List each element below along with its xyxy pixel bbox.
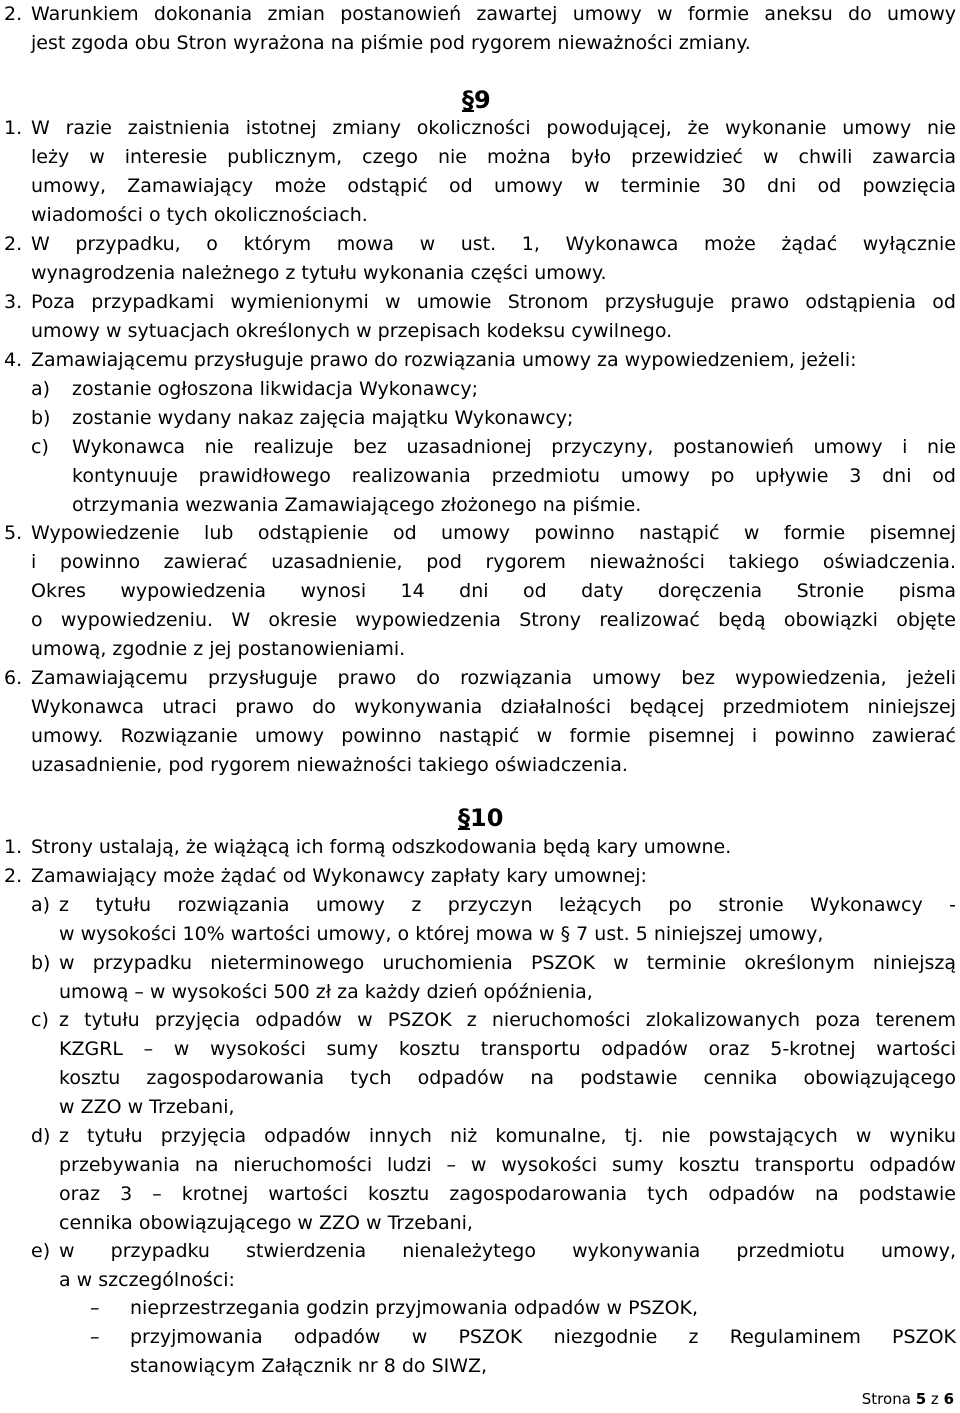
item-number: 1. bbox=[4, 836, 23, 858]
dash-bullet: – bbox=[90, 1326, 100, 1348]
paragraph-line: kosztu zagospodarowania tych odpadów na podstawie cennika obowiązującego bbox=[59, 1067, 956, 1089]
paragraph-line: stanowiącym Załącznik nr 8 do SIWZ, bbox=[130, 1355, 488, 1377]
footer-strona: Strona bbox=[861, 1390, 911, 1408]
paragraph-line: Zamawiającemu przysługuje prawo do rozwiązania umowy za wypowiedzeniem, jeżeli: bbox=[31, 349, 857, 371]
item-number: 6. bbox=[4, 667, 23, 689]
paragraph-line: Okres wypowiedzenia wynosi 14 dni od daty doręczenia Stronie pisma bbox=[31, 580, 956, 602]
section-heading-9 bbox=[462, 85, 491, 115]
section-number: 10 bbox=[470, 804, 504, 832]
sub-item-label: a) bbox=[31, 894, 51, 916]
paragraph-line: cennika obowiązującego w ZZO w Trzebani, bbox=[59, 1212, 473, 1234]
paragraph-line: wiadomości o tych okolicznościach. bbox=[31, 204, 368, 226]
footer-total-pages: 6 bbox=[943, 1390, 954, 1408]
paragraph-line: Wykonawca utraci prawo do wykonywania działalności będącej przedmiotem niniejszej bbox=[31, 696, 956, 718]
paragraph-line: wynagrodzenia należnego z tytułu wykonania części umowy. bbox=[31, 262, 607, 284]
paragraph-line: uzasadnienie, pod rygorem nieważności takiego oświadczenia. bbox=[31, 754, 628, 776]
paragraph-line: Zamawiający może żądać od Wykonawcy zapłaty kary umownej: bbox=[31, 865, 647, 887]
paragraph-line: Strony ustalają, że wiążącą ich formą odszkodowania będą kary umowne. bbox=[31, 836, 732, 858]
item-number: 3. bbox=[4, 291, 23, 313]
section-number: 9 bbox=[474, 86, 491, 114]
paragraph-line: umową – w wysokości 500 zł za każdy dzień opóźnienia, bbox=[59, 981, 593, 1003]
paragraph-line: jest zgoda obu Stron wyrażona na piśmie pod rygorem nieważności zmiany. bbox=[31, 32, 751, 54]
paragraph-line: z tytułu przyjęcia odpadów w PSZOK z nieruchomości zlokalizowanych poza terenem bbox=[59, 1009, 956, 1031]
paragraph-line: umowy. Rozwiązanie umowy powinno nastąpić w formie pisemnej i powinno zawierać bbox=[31, 725, 956, 747]
paragraph-line: nieprzestrzegania godzin przyjmowania odpadów w PSZOK, bbox=[130, 1297, 699, 1319]
sub-item-label: b) bbox=[31, 407, 51, 429]
item-number: 2. bbox=[4, 865, 23, 887]
paragraph-line: oraz 3 – krotnej wartości kosztu zagospodarowania tych odpadów na podstawie bbox=[59, 1183, 956, 1205]
paragraph-line: w ZZO w Trzebani, bbox=[59, 1096, 235, 1118]
item-number: 4. bbox=[4, 349, 23, 371]
paragraph-line: Warunkiem dokonania zmian postanowień zawartej umowy w formie aneksu do umowy bbox=[31, 3, 956, 25]
footer-z: z bbox=[930, 1390, 939, 1408]
paragraph-line: KZGRL – w wysokości sumy kosztu transportu odpadów oraz 5-krotnej wartości bbox=[59, 1038, 956, 1060]
page-footer bbox=[862, 1389, 954, 1409]
sub-item-label: e) bbox=[31, 1240, 51, 1262]
footer-page-number: 5 bbox=[915, 1390, 927, 1408]
item-number: 5. bbox=[4, 522, 23, 544]
sub-item-label: c) bbox=[31, 1009, 49, 1031]
paragraph-line: z tytułu przyjęcia odpadów innych niż komunalne, tj. nie powstających w wyniku bbox=[59, 1125, 956, 1147]
paragraph-line: i powinno zawierać uzasadnienie, pod rygorem nieważności takiego oświadczenia. bbox=[31, 551, 956, 573]
paragraph-line: umowy, Zamawiający może odstąpić od umowy w terminie 30 dni od powzięcia bbox=[31, 175, 956, 197]
paragraph-line: kontynuuje prawidłowego realizowania przedmiotu umowy po upływie 3 dni od bbox=[72, 465, 956, 487]
paragraph-symbol: § bbox=[458, 804, 470, 832]
paragraph-symbol: § bbox=[462, 86, 474, 114]
paragraph-line: Zamawiającemu przysługuje prawo do rozwiązania umowy bez wypowiedzenia, jeżeli bbox=[31, 667, 956, 689]
sub-item-label: c) bbox=[31, 436, 49, 458]
paragraph-line: w wysokości 10% wartości umowy, o której mowa w § 7 ust. 5 niniejszej umowy, bbox=[59, 923, 824, 945]
paragraph-line: zostanie wydany nakaz zajęcia majątku Wykonawcy; bbox=[72, 407, 574, 429]
paragraph-line: leży w interesie publicznym, czego nie można było przewidzieć w chwili zawarcia bbox=[31, 146, 956, 168]
sub-item-label: a) bbox=[31, 378, 51, 400]
paragraph-line: zostanie ogłoszona likwidacja Wykonawcy; bbox=[72, 378, 479, 400]
item-number: 2. bbox=[4, 233, 23, 255]
item-number: 1. bbox=[4, 117, 23, 139]
sub-item-label: b) bbox=[31, 952, 51, 974]
paragraph-line: umową, zgodnie z jej postanowieniami. bbox=[31, 638, 406, 660]
dash-bullet: – bbox=[90, 1297, 100, 1319]
paragraph-line: z tytułu rozwiązania umowy z przyczyn leżących po stronie Wykonawcy - bbox=[59, 894, 956, 916]
paragraph-line: a w szczególności: bbox=[59, 1269, 235, 1291]
paragraph-line: Wypowiedzenie lub odstąpienie od umowy powinno nastąpić w formie pisemnej bbox=[31, 522, 956, 544]
paragraph-line: Poza przypadkami wymienionymi w umowie Stronom przysługuje prawo odstąpienia od bbox=[31, 291, 956, 313]
paragraph-line: przebywania na nieruchomości ludzi – w wysokości sumy kosztu transportu odpadów bbox=[59, 1154, 956, 1176]
paragraph-line: umowy w sytuacjach określonych w przepisach kodeksu cywilnego. bbox=[31, 320, 673, 342]
item-number: 2. bbox=[4, 3, 23, 25]
paragraph-line: Wykonawca nie realizuje bez uzasadnionej przyczyny, postanowień umowy i nie bbox=[72, 436, 956, 458]
paragraph-line: W razie zaistnienia istotnej zmiany okoliczności powodującej, że wykonanie umowy nie bbox=[31, 117, 956, 139]
paragraph-line: w przypadku stwierdzenia nienależytego wykonywania przedmiotu umowy, bbox=[59, 1240, 956, 1262]
paragraph-line: przyjmowania odpadów w PSZOK niezgodnie z Regulaminem PSZOK bbox=[130, 1326, 956, 1348]
paragraph-line: W przypadku, o którym mowa w ust. 1, Wykonawca może żądać wyłącznie bbox=[31, 233, 956, 255]
paragraph-line: o wypowiedzeniu. W okresie wypowiedzenia Strony realizować będą obowiązki objęte bbox=[31, 609, 956, 631]
paragraph-line: w przypadku nieterminowego uruchomienia PSZOK w terminie określonym niniejszą bbox=[59, 952, 956, 974]
paragraph-line: otrzymania wezwania Zamawiającego złożonego na piśmie. bbox=[72, 494, 642, 516]
sub-item-label: d) bbox=[31, 1125, 51, 1147]
section-heading-10 bbox=[458, 803, 503, 833]
